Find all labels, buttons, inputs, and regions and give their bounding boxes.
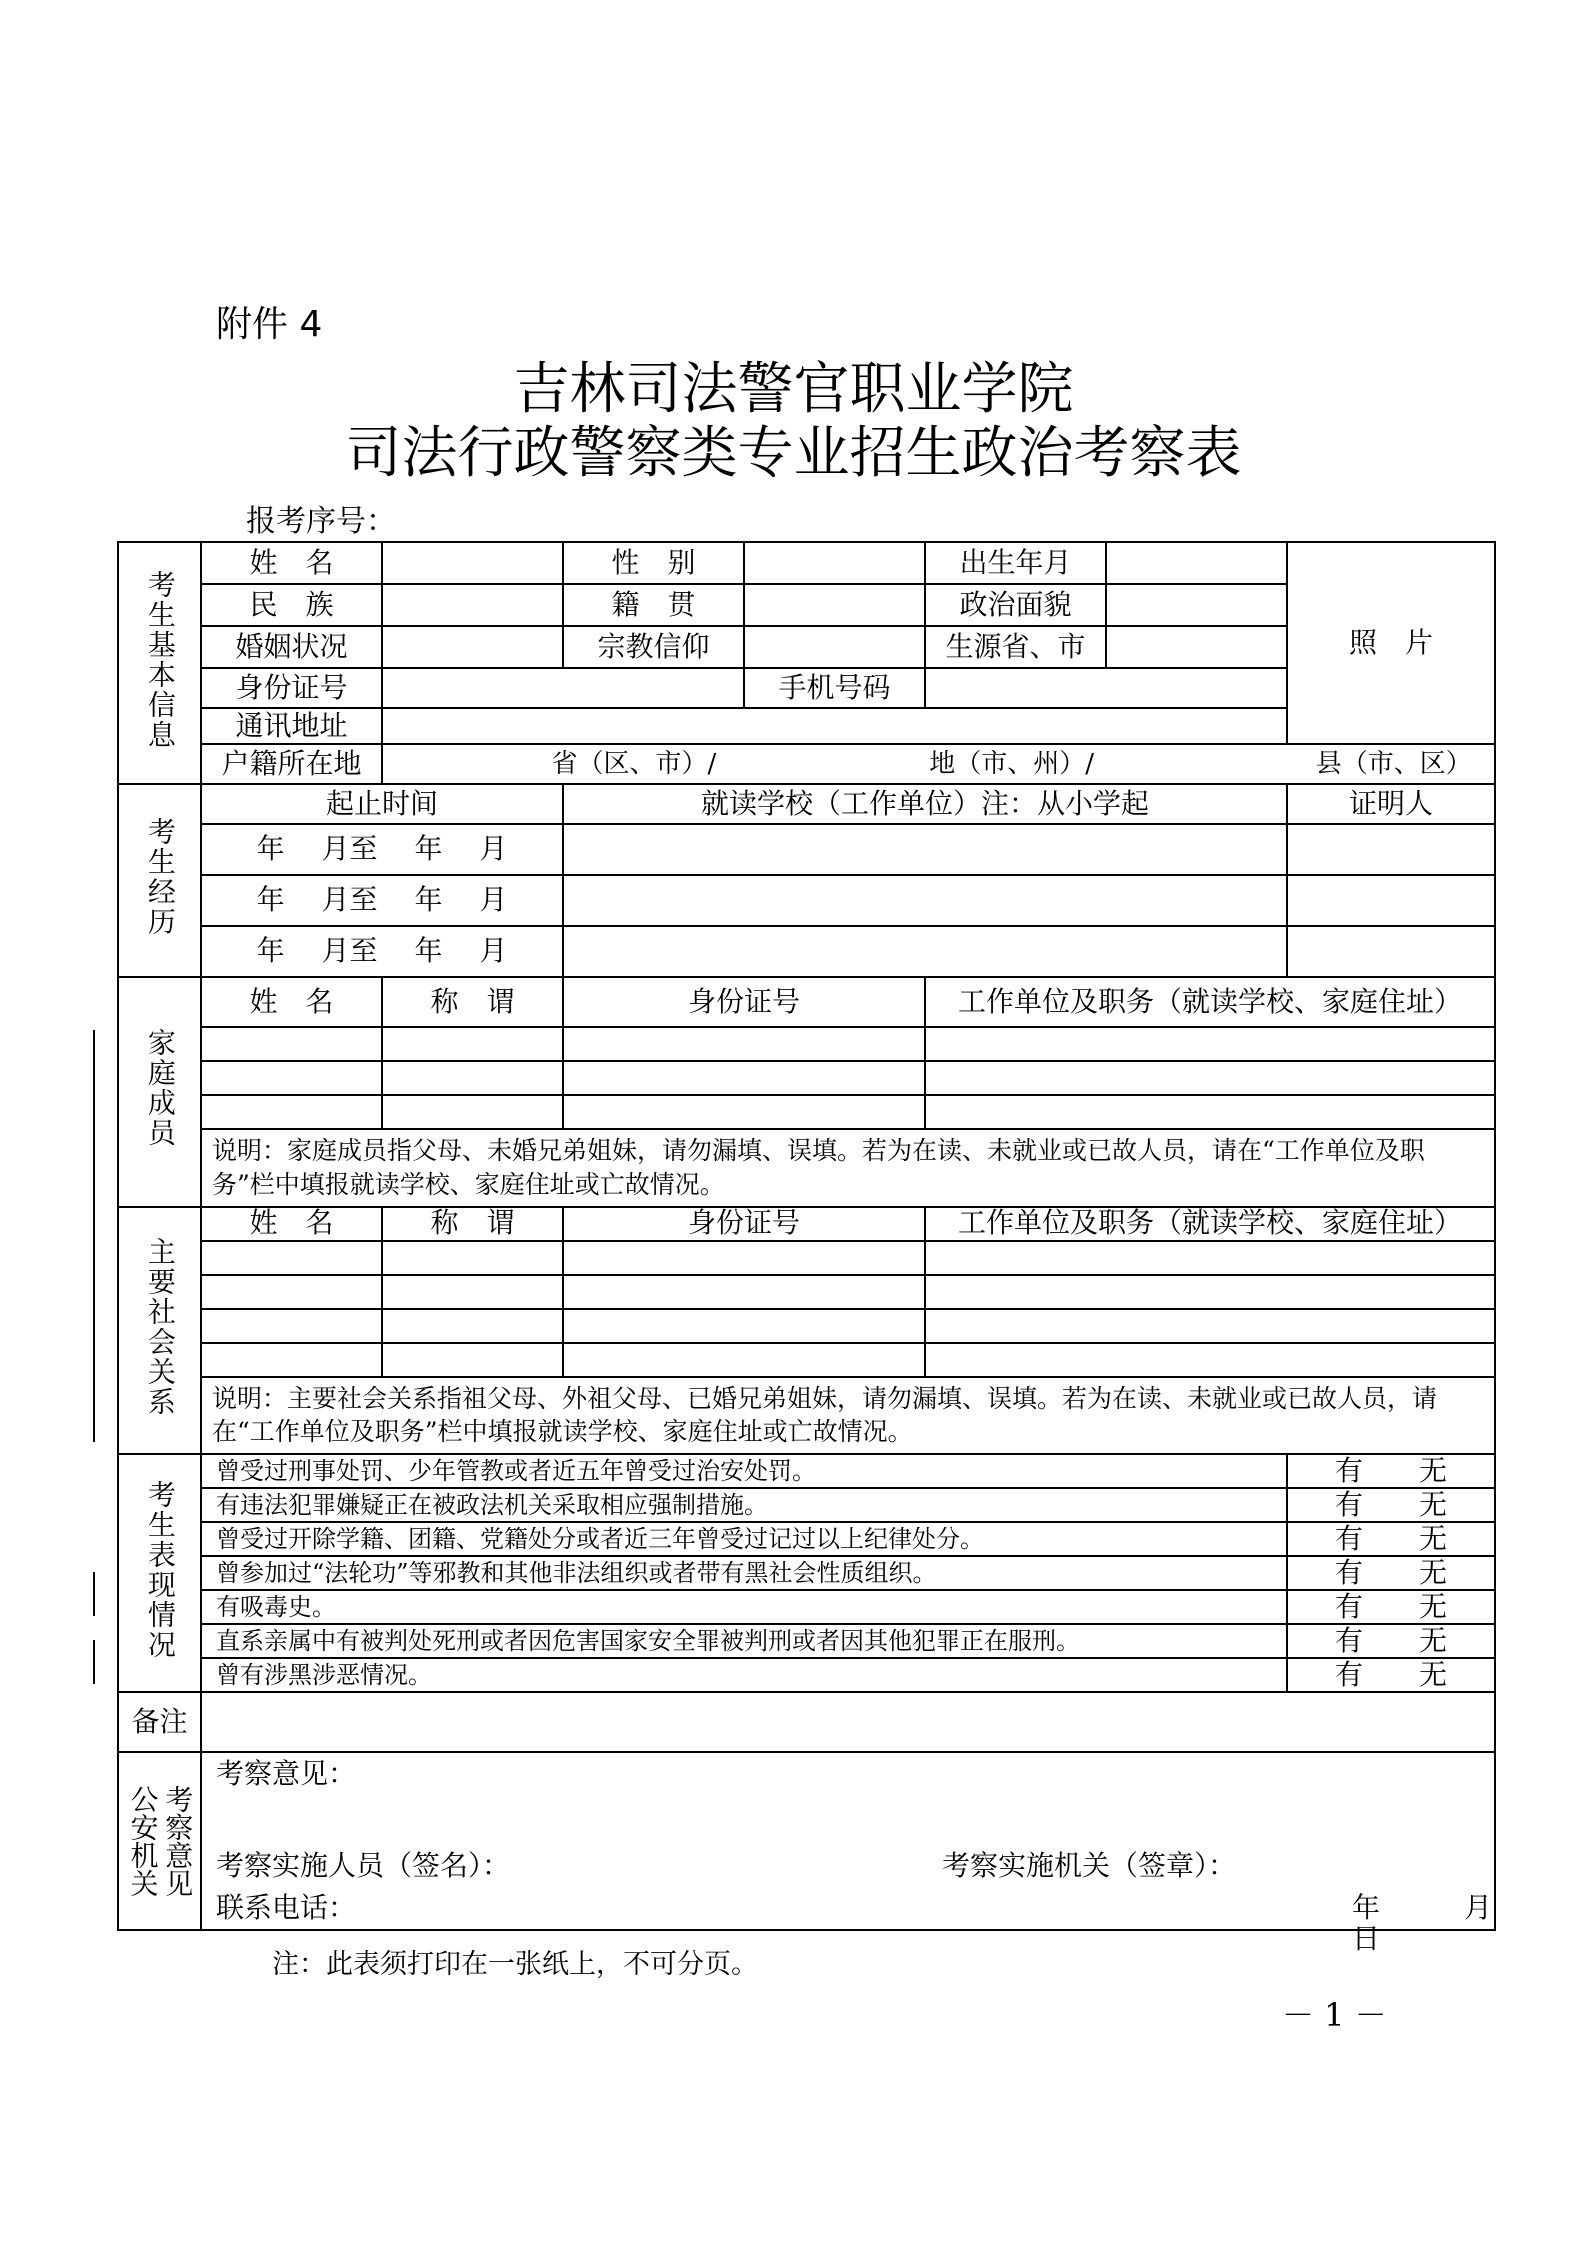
family-cell[interactable] [382, 1027, 563, 1061]
label-witness: 证明人 [1287, 784, 1495, 824]
social-cell[interactable] [925, 1275, 1495, 1309]
conduct-item: 曾受过刑事处罚、少年管教或者近五年曾受过治安处罚。 [201, 1454, 1287, 1488]
family-col-name: 姓 名 [201, 977, 382, 1027]
family-col-work: 工作单位及职务（就读学校、家庭住址） [925, 977, 1495, 1027]
social-cell[interactable] [201, 1343, 382, 1377]
history-witness[interactable] [1287, 824, 1495, 875]
history-witness[interactable] [1287, 875, 1495, 926]
remarks-field[interactable] [201, 1692, 1495, 1752]
social-note: 说明：主要社会关系指祖父母、外祖父母、已婚兄弟姐妹，请勿漏填、误填。若为在读、未就业或已故人员，请在“工作单位及职务”栏中填报就读学校、家庭住址或亡故情况。 [201, 1377, 1495, 1455]
history-period[interactable]: 年 月至 年 月 [201, 824, 563, 875]
field-id-number[interactable] [382, 668, 744, 708]
field-political[interactable] [1106, 584, 1287, 626]
field-gender[interactable] [744, 542, 925, 584]
conduct-item: 直系亲属中有被判处死刑或者因危害国家安全罪被判刑或者因其他犯罪正在服刑。 [201, 1624, 1287, 1658]
opinion-label: 考察意见： [216, 1757, 357, 1790]
label-phone: 手机号码 [744, 668, 925, 708]
yes-no-choice[interactable]: 有 无 [1287, 1590, 1495, 1624]
label-political: 政治面貌 [925, 584, 1106, 626]
history-period[interactable]: 年 月至 年 月 [201, 926, 563, 977]
field-name[interactable] [382, 542, 563, 584]
family-cell[interactable] [382, 1061, 563, 1095]
yes-no-choice[interactable]: 有 无 [1287, 1522, 1495, 1556]
social-cell[interactable] [382, 1275, 563, 1309]
section-basic-info: 考生基本信息 [118, 542, 201, 784]
family-cell[interactable] [201, 1027, 382, 1061]
family-cell[interactable] [563, 1027, 925, 1061]
social-col-id: 身份证号 [563, 1207, 925, 1241]
label-period: 起止时间 [201, 784, 563, 824]
section-conduct: 考生表现情况 [118, 1454, 201, 1692]
binding-line [93, 1030, 95, 1442]
history-school[interactable] [563, 875, 1287, 926]
family-cell[interactable] [563, 1061, 925, 1095]
binding-line [93, 1640, 95, 1684]
section-family: 家庭成员 [118, 977, 201, 1207]
field-ethnicity[interactable] [382, 584, 563, 626]
label-name: 姓 名 [201, 542, 382, 584]
remarks-label: 备注 [118, 1692, 201, 1752]
footnote: 注：此表须打印在一张纸上，不可分页。 [272, 1949, 758, 1980]
social-col-work: 工作单位及职务（就读学校、家庭住址） [925, 1207, 1495, 1241]
page-number: － 1 － [1282, 1996, 1387, 2034]
hukou-county: 县（市、区） [1315, 748, 1472, 779]
serial-number-label: 报考序号： [246, 504, 396, 539]
label-school: 就读学校（工作单位）注：从小学起 [563, 784, 1287, 824]
social-cell[interactable] [563, 1309, 925, 1343]
family-cell[interactable] [925, 1061, 1495, 1095]
hukou-city: 地（市、州）/ [929, 748, 1095, 779]
social-cell[interactable] [201, 1241, 382, 1275]
label-id-number: 身份证号 [201, 668, 382, 708]
history-school[interactable] [563, 926, 1287, 977]
label-origin: 生源省、市 [925, 626, 1106, 668]
field-religion[interactable] [744, 626, 925, 668]
yes-no-choice[interactable]: 有 无 [1287, 1454, 1495, 1488]
label-religion: 宗教信仰 [563, 626, 744, 668]
social-cell[interactable] [382, 1241, 563, 1275]
conduct-item: 有吸毒史。 [201, 1590, 1287, 1624]
date-label: 年 月 日 [1352, 1891, 1577, 1955]
police-opinion-box[interactable] [201, 1752, 1577, 1955]
label-gender: 性 别 [563, 542, 744, 584]
social-cell[interactable] [382, 1343, 563, 1377]
field-address[interactable] [382, 708, 1287, 744]
social-cell[interactable] [925, 1241, 1495, 1275]
label-ethnicity: 民 族 [201, 584, 382, 626]
field-birth[interactable] [1106, 542, 1287, 584]
history-witness[interactable] [1287, 926, 1495, 977]
political-review-form [117, 541, 1577, 1955]
social-cell[interactable] [563, 1275, 925, 1309]
agency-stamp-label: 考察实施机关（签章）： [942, 1849, 1237, 1882]
label-hukou: 户籍所在地 [201, 744, 382, 784]
photo-box[interactable]: 照 片 [1287, 542, 1495, 744]
family-col-id: 身份证号 [563, 977, 925, 1027]
family-note: 说明：家庭成员指父母、未婚兄弟姐妹，请勿漏填、误填。若为在读、未就业或已故人员，请在“工作单位及职务”栏中填报就读学校、家庭住址或亡故情况。 [201, 1129, 1495, 1207]
social-col-relation: 称 谓 [382, 1207, 563, 1241]
social-cell[interactable] [925, 1343, 1495, 1377]
label-address: 通讯地址 [201, 708, 382, 744]
yes-no-choice[interactable]: 有 无 [1287, 1658, 1495, 1692]
yes-no-choice[interactable]: 有 无 [1287, 1488, 1495, 1522]
social-cell[interactable] [563, 1343, 925, 1377]
social-cell[interactable] [563, 1241, 925, 1275]
field-hukou[interactable] [382, 744, 1495, 784]
hukou-province: 省（区、市）/ [551, 748, 717, 779]
conduct-item: 曾有涉黑涉恶情况。 [201, 1658, 1287, 1692]
contact-phone-label: 联系电话： [216, 1891, 357, 1924]
family-cell[interactable] [563, 1095, 925, 1129]
form-title-line1: 吉林司法警官职业学院 [513, 357, 1074, 422]
investigator-signature-label: 考察实施人员（签名）： [216, 1849, 511, 1882]
section-police: 考察意见 公安机关 [118, 1752, 201, 1930]
yes-no-choice[interactable]: 有 无 [1287, 1624, 1495, 1658]
form-title-line2: 司法行政警察类专业招生政治考察表 [345, 421, 1242, 486]
family-cell[interactable] [925, 1027, 1495, 1061]
social-cell[interactable] [925, 1309, 1495, 1343]
conduct-item: 曾参加过“法轮功”等邪教和其他非法组织或者带有黑社会性质组织。 [201, 1556, 1287, 1590]
field-phone[interactable] [925, 668, 1287, 708]
family-cell[interactable] [382, 1095, 563, 1129]
family-cell[interactable] [201, 1095, 382, 1129]
social-cell[interactable] [201, 1309, 382, 1343]
field-origin[interactable] [1106, 626, 1287, 668]
social-cell[interactable] [201, 1275, 382, 1309]
label-marital: 婚姻状况 [201, 626, 382, 668]
family-col-relation: 称 谓 [382, 977, 563, 1027]
history-school[interactable] [563, 824, 1287, 875]
label-native-place: 籍 贯 [563, 584, 744, 626]
family-cell[interactable] [925, 1095, 1495, 1129]
attachment-label: 附件 4 [216, 304, 323, 345]
label-birth: 出生年月 [925, 542, 1106, 584]
social-cell[interactable] [382, 1309, 563, 1343]
conduct-item: 曾受过开除学籍、团籍、党籍处分或者近三年曾受过记过以上纪律处分。 [201, 1522, 1287, 1556]
history-period[interactable]: 年 月至 年 月 [201, 875, 563, 926]
conduct-item: 有违法犯罪嫌疑正在被政法机关采取相应强制措施。 [201, 1488, 1287, 1522]
section-social: 主要社会关系 [118, 1207, 201, 1455]
yes-no-choice[interactable]: 有 无 [1287, 1556, 1495, 1590]
section-history: 考生经历 [118, 784, 201, 977]
family-cell[interactable] [201, 1061, 382, 1095]
field-native-place[interactable] [744, 584, 925, 626]
binding-line [93, 1572, 95, 1616]
field-marital[interactable] [382, 626, 563, 668]
social-col-name: 姓 名 [201, 1207, 382, 1241]
